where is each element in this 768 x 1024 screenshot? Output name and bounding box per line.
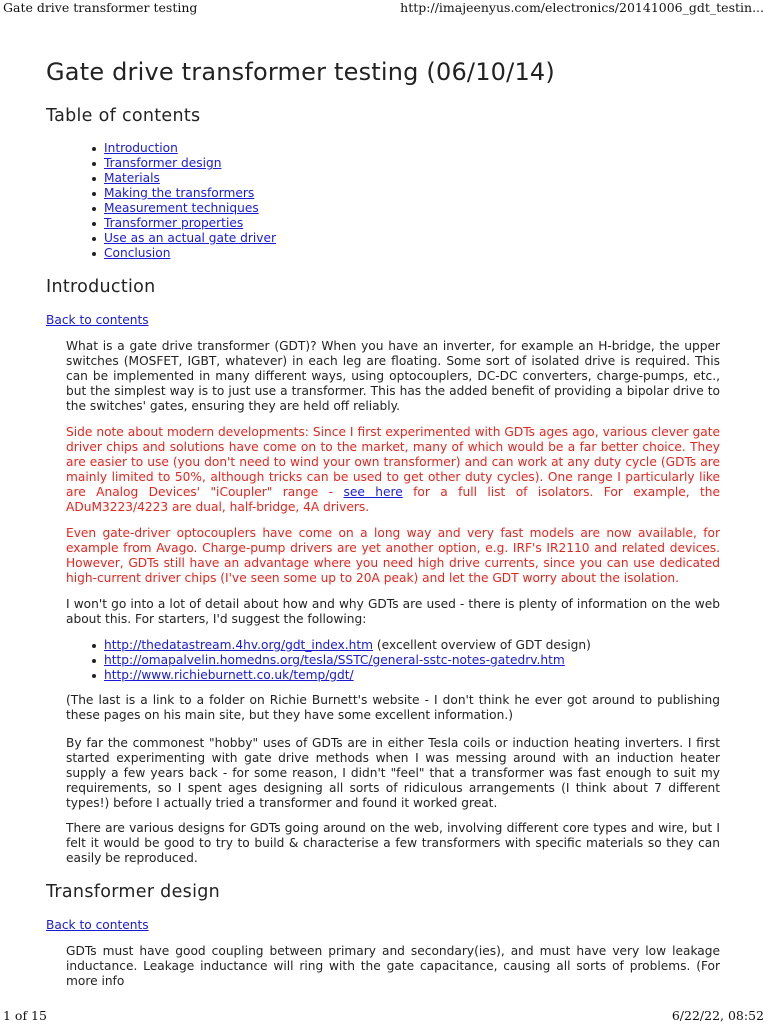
toc-link-introduction[interactable]: Introduction	[104, 141, 178, 155]
page-number: 1 of 15	[3, 1008, 47, 1023]
intro-paragraph-6: By far the commonest "hobby" uses of GDTs are in either Tesla coils or induction heating inverters. I first started experimenting with gate drive methods when I was messing around with an induction heater supply a few years back - for some reason, I didn't "feel" that a transformer was fast enough to suit my requirements, so I spent ages designing all sorts of ridiculous arrangements (I think about 7 different types!) before I actually tried a transformer and found it worked great.	[66, 736, 720, 810]
toc-item	[90, 216, 276, 231]
intro-paragraph-4: I won't go into a lot of detail about how and why GDTs are used - there is plenty of information on the web about this. For starters, I'd suggest the following:	[66, 597, 720, 626]
reference-links-list	[90, 638, 591, 683]
intro-paragraph-7: There are various designs for GDTs going around on the web, involving different core types and wire, but I felt it would be good to try to build & characterise a few transformers with specific materials so they can easily be reproduced.	[66, 821, 720, 865]
reference-link-omapalvelin[interactable]: http://omapalvelin.homedns.org/tesla/SSTC/general-sstc-notes-gatedrv.htm	[104, 653, 565, 667]
intro-paragraph-5: (The last is a link to a folder on Richie Burnett's website - I don't think he ever got around to publishing these pages on his main site, but they have some excellent information.)	[66, 693, 720, 722]
see-here-link[interactable]: see here	[343, 485, 403, 499]
toc-link-conclusion[interactable]: Conclusion	[104, 246, 171, 260]
toc-item	[90, 186, 276, 201]
reference-item	[90, 668, 591, 683]
toc-item	[90, 231, 276, 246]
back-to-contents-link[interactable]: Back to contents	[46, 313, 149, 327]
toc-link-materials[interactable]: Materials	[104, 171, 160, 185]
toc-heading: Table of contents	[46, 106, 201, 126]
section-heading-transformer-design: Transformer design	[46, 882, 221, 902]
reference-link-datastream[interactable]: http://thedatastream.4hv.org/gdt_index.htm	[104, 638, 374, 652]
toc-link-measurement-techniques[interactable]: Measurement techniques	[104, 201, 259, 215]
toc-item	[90, 246, 276, 261]
toc-link-making-the-transformers[interactable]: Making the transformers	[104, 186, 255, 200]
toc-item	[90, 201, 276, 216]
reference-item	[90, 653, 591, 668]
intro-paragraph-1: What is a gate drive transformer (GDT)? When you have an inverter, for example an H-bridge, the upper switches (MOSFET, IGBT, whatever) in each leg are floating. Some sort of isolated drive is required. This can be implemented in many different ways, using optocouplers, DC-DC converters, charge-pumps, etc., but the simplest way is to just use a transformer. This has the added benefit of providing a bipolar drive to the switches' gates, ensuring they are held off reliably.	[66, 339, 720, 413]
print-datetime: 6/22/22, 08:52	[671, 1008, 764, 1023]
print-header-url: http://imajeenyus.com/electronics/20141006_gdt_testin...	[400, 0, 764, 15]
toc-link-use-as-gate-driver[interactable]: Use as an actual gate driver	[104, 231, 277, 245]
side-note-paragraph	[66, 425, 720, 515]
toc-item	[90, 171, 276, 186]
reference-item	[90, 638, 591, 653]
side-note-text-end: for a full list of isolators. For example, the ADuM3223/4223 are dual, half-bridge, 4A drivers.	[66, 485, 721, 514]
toc-link-transformer-properties[interactable]: Transformer properties	[104, 216, 244, 230]
reference-note: (excellent overview of GDT design)	[373, 638, 591, 652]
toc-item	[90, 156, 276, 171]
toc-link-transformer-design[interactable]: Transformer design	[104, 156, 222, 170]
side-note-text: Side note about modern developments: Since I first experimented with GDTs ages ago, various clever gate driver chips and solutions have come on to the market, many of which would be a far better choice. They are easier to use (you don't need to wind your own transformer) and can work at any duty cycle (GDTs are mainly limited to 50%, although tricks can be used to get other duty cycles). One range I particularly like are Analog Devices' "iCoupler" range -	[66, 425, 720, 499]
design-paragraph-1: GDTs must have good coupling between primary and secondary(ies), and must have very low leakage inductance. Leakage inductance will ring with the gate capacitance, causing all sorts of problems. (For more info	[66, 944, 720, 988]
reference-link-richieburnett[interactable]: http://www.richieburnett.co.uk/temp/gdt/	[104, 668, 354, 682]
section-heading-introduction: Introduction	[46, 277, 156, 297]
toc-list	[90, 141, 276, 261]
print-header-title: Gate drive transformer testing	[3, 0, 198, 15]
page-title: Gate drive transformer testing (06/10/14)	[46, 58, 555, 86]
optocoupler-paragraph: Even gate-driver optocouplers have come on a long way and very fast models are now available, for example from Avago. Charge-pump drivers are yet another option, e.g. IRF's IR2110 and related devices. However, GDTs still have an advantage where you need high drive currents, since you can use dedicated high-current driver chips (I've seen some up to 20A peak) and let the GDT worry about the isolation.	[66, 526, 720, 585]
print-footer	[0, 1008, 768, 1024]
back-to-contents-link[interactable]: Back to contents	[46, 918, 149, 932]
toc-item	[90, 141, 276, 156]
